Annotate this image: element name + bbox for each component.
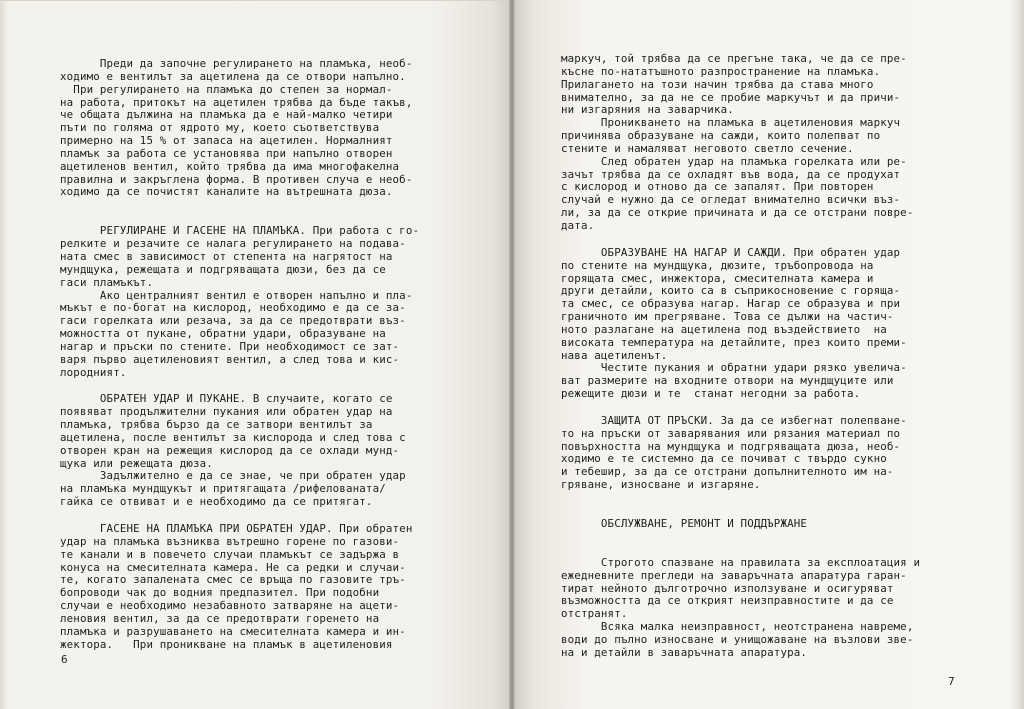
paragraph-3-line-4: можността от пукане, обратни удари, образуване на [60,327,386,341]
section-spatter-line-4: ходимо е те системно да се почиват с твърдо сукно [561,452,887,466]
right-page-edge [1010,0,1024,709]
section-soot-line-8: високата температура на детайлите, през които преми- [561,335,907,349]
section-extinguish-line-7: случаи е необходимо незабавното затваряне на ацети- [60,599,400,613]
r-paragraph-8-line-1: Строгото спазване на правилата за експлоатация и [561,555,921,569]
r-paragraph-3-line-4: случай е нужно да се огледат внимателно всички въз- [561,193,901,207]
r-paragraph-1-line-5: ни изгаряния на заварчика. [561,103,734,117]
r-paragraph-8-line-2: ежедневните прегледи на заваръчната апаратура гаран- [561,568,907,582]
paragraph-1-line-2: ходимо е вентилът за ацетилена да се отвори напълно. [60,69,406,83]
section-regulation-line-1: РЕГУЛИРАНЕ И ГАСЕНЕ НА ПЛАМЪКА. При работа с го- [60,224,420,238]
section-spatter-line-1: ЗАЩИТА ОТ ПРЪСКИ. За да се избегнат полепване- [561,413,907,427]
section-backfire-line-4: ацетилена, после вентилът за кислорода и след това с [60,430,406,444]
paragraph-3-line-7: лородният. [60,365,127,379]
page-number-right: 7 [948,675,955,688]
paragraph-3-line-5: нагар и пръски по стените. При необходимост се зат- [60,339,400,353]
r-paragraph-5-line-1: Честите пукания и обратни удари рязко увелича- [561,361,907,375]
book-spine [509,0,515,709]
section-extinguish-line-5: те, когато запалената смес се връща по газовите тръ- [60,573,406,587]
section-backfire-line-2: появяват продължителни пукания или обратен удар на [60,405,393,419]
section-spatter-line-5: и тебешир, за да се отстрани допълнителното им на- [561,465,894,479]
r-paragraph-1-line-1: маркуч, той трябва да се прегъне така, че да се пре- [561,52,907,65]
section-backfire-line-5: отворен кран на режещия кислород да се охлади мунд- [60,443,400,457]
paragraph-1-line-6: пъти по голяма от ядрото му, което съответствува [60,121,380,135]
section-soot-line-5: та смес, се образува нагар. Нагар се образува и при [561,297,901,311]
section-soot-line-1: ОБРАЗУВАНЕ НА НАГАР И САЖДИ. При обратен удар [561,245,901,259]
paragraph-5-line-3: гайка се отвиват и е необходимо да се притягат. [60,495,373,509]
paragraph-3-line-2: мъкът е по-богат на кислород, необходимо е да се за- [60,301,406,315]
section-regulation-line-4: мундщука, режещата и подгряващата дюзи, без да се [60,262,386,276]
section-extinguish-line-6: бопроводи чак до водния предпазител. При подобни [60,586,380,600]
paragraph-1-line-5: че общата дължина на пламъка да е най-малко четири [60,108,393,122]
paragraph-5-line-1: Задължително е да се знае, че при обратен удар [60,469,406,483]
r-paragraph-8-line-5: отстранят. [561,607,628,621]
section-extinguish-line-2: удар на пламъка възниква вътрешно горене по газови- [60,534,400,548]
paragraph-3-line-6: варя първо ацетиленовият вентил, а след това и кис- [60,352,400,366]
r-paragraph-9-line-2: води до пълно износване и унищожаване на възлови зве- [561,632,914,646]
paragraph-3-line-1: Ако централният вентил е отворен напълно и пла- [60,288,413,302]
paragraph-3-line-3: гаси горелката или резача, за да се предотврати въз- [60,314,406,328]
section-soot-line-6: граничното им прегряване. Това се дължи на частич- [561,310,894,324]
section-extinguish-line-8: леновия вентил, за да се предотврати горенето на [60,611,380,625]
paragraph-1-line-4: на работа, притокът на ацетилен трябва да бъде такъв, [60,95,413,109]
section-extinguish-line-10: жектора. При проникване на пламък в ацетиленовия [60,637,393,651]
r-paragraph-2-line-2: причинява образуване на сажди, които полепват по [561,129,881,143]
r-paragraph-2-line-3: стените и намаляват неговото светло сечение. [561,141,854,155]
r-paragraph-1-line-3: Прилагането на този начин трябва да става много [561,77,874,91]
r-paragraph-3-line-3: с кислород и отново да се запалят. При повторен [561,180,874,194]
section-backfire-line-1: ОБРАТЕН УДАР И ПУКАНЕ. В случаите, когато се [60,392,393,406]
r-paragraph-3-line-2: зачът трябва да се охладят във вода, да се продухат [561,167,901,181]
r-paragraph-3-line-1: След обратен удар на пламъка горелката или ре- [561,154,907,168]
paragraph-1-line-9: ацетиленов вентил, който трябва да има многофакелна [60,159,400,173]
r-paragraph-3-line-5: ли, за да се открие причината и да се отстрани повре- [561,206,914,220]
r-paragraph-1-line-4: внимателно, за да не се пробие маркучът и да причи- [561,90,901,104]
r-paragraph-9-line-1: Всяка малка неизправност, неотстранена навреме, [561,620,914,634]
section-extinguish-line-9: пламъка и разрушаването на смесителната камера и ин- [60,624,406,638]
section-soot-line-7: ното разлагане на ацетилена под въздействието на [561,322,887,336]
section-regulation-line-3: ната смес в зависимост от степента на нагрятост на [60,249,393,263]
section-regulation-line-5: гаси пламъкът. [60,275,154,289]
page-number-left: 6 [61,653,68,666]
section-regulation-line-2: релките и резачите се налага регулирането на подава- [60,237,406,251]
section-spatter-line-3: повърхността на мундщука и подгряващата дюза, необ- [561,439,901,453]
r-paragraph-3-line-6: дата. [561,218,595,232]
r-paragraph-9-line-3: на и детайли в заваръчната апаратура. [561,645,808,659]
section-soot-line-3: горящата смес, инжектора, смесителната камера и [561,271,874,285]
section-backfire-line-6: щука или режещата дюза. [60,456,213,470]
section-spatter-line-6: гряване, износване и изгаряне. [561,478,761,492]
r-paragraph-5-line-3: режещите дюзи и те станат негодни за работа. [561,387,861,401]
left-page-edge [0,1,8,709]
r-paragraph-1-line-2: късне по-нататъшното разпространение на пламъка. [561,64,881,78]
section-soot-line-9: нава ацетиленът. [561,348,668,362]
right-page [512,0,1024,709]
paragraph-1-line-8: пламък за работа се установява при напълно отворен [60,146,393,160]
r-paragraph-2-line-1: Проникването на пламъка в ацетиленовия маркуч [561,116,901,130]
paragraph-1-line-7: примерно на 15 % от запаса на ацетилен. Нормалният [60,134,393,148]
section-backfire-line-3: пламъка, трябва бързо да се затвори вентилът за [60,418,373,432]
section-maintenance-heading: ОБСЛУЖВАНЕ, РЕМОНТ И ПОДДЪРЖАНЕ [561,517,808,530]
section-spatter-line-2: то на пръски от заварявания или рязания материал по [561,426,901,440]
section-extinguish-line-1: ГАСЕНЕ НА ПЛАМЪКА ПРИ ОБРАТЕН УДАР. При обратен [60,522,413,535]
section-extinguish-line-3: те канали и в повечето случаи пламъкът се задържа в [60,547,400,561]
right-page-text [561,53,979,660]
r-paragraph-8-line-3: тират нейното дълготрочно използуване и осигуряват [561,581,894,595]
paragraph-1-line-11: ходимо да се почистят каналите на вътрешната дюза. [60,185,393,199]
left-page-text [60,58,470,651]
r-paragraph-5-line-2: ват размерите на входните отвори на мундщуците или [561,374,894,388]
paragraph-1-line-3: При регулирането на пламъка до степен за нормал- [60,82,393,96]
paragraph-1-line-10: правилна и закръглена форма. В противен случа е необ- [60,172,413,186]
section-soot-line-4: други детайли, които са в съприкосновение с горяща- [561,284,901,298]
section-soot-line-2: по стените на мундщука, дюзите, тръбопровода на [561,258,874,272]
paragraph-5-line-2: на пламъка мундщукът и притягащата /рифелованата/ [60,482,386,496]
section-extinguish-line-4: конуса на смесителната камера. Не са редки и случаи- [60,560,406,574]
paragraph-1-line-1: Преди да започне регулирането на пламъка, необ- [60,57,413,70]
r-paragraph-8-line-4: възможността да се открият неизправностите и да се [561,594,894,608]
